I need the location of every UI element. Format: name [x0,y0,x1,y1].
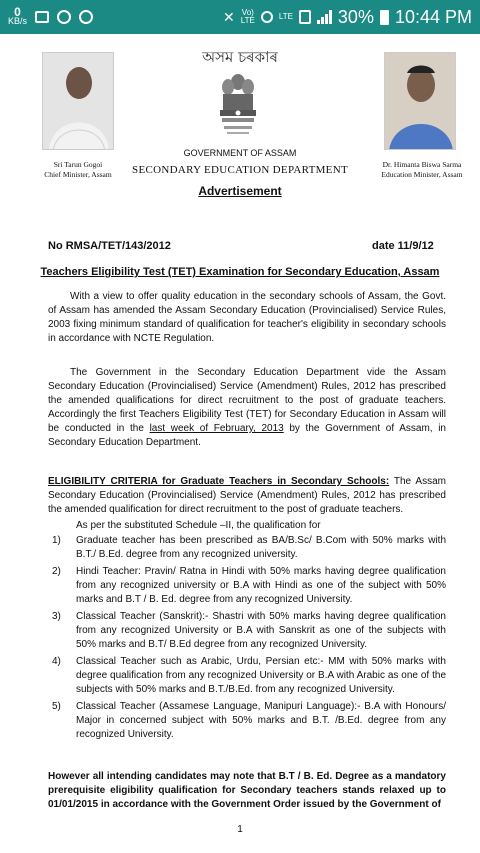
status-left [8,5,93,26]
paragraph-tet [48,366,446,450]
lte-indicator [279,13,293,21]
list-item-text: Hindi Teacher: Pravin/ Ratna in Hindi with 50% marks having degree qualification from any recognized university or B.A with Hindi as one of the subject with 50% marks and B.T / B. Ed. degree from any recognized University. [76,566,446,605]
battery-icon [380,10,389,25]
list-item [52,655,446,697]
education-minister-photo [384,52,456,150]
document-page[interactable] [0,34,480,853]
national-emblem-icon [215,68,261,144]
signal-strength-icon [317,10,332,24]
exam-timing: last week of February, 2013 [149,423,284,434]
lte-label-1: LTE [240,16,255,25]
schedule-intro: As per the substituted Schedule –II, the qualification for [76,520,321,531]
advertisement-title: Advertisement [198,184,282,198]
chief-minister-portrait [43,53,114,150]
eligibility-text: The Assam Secondary Education (Provincialised) Service (Amendment) Rules, 2012 has prescribed the amended qualification for direct recruitment to the post of graduate teachers. [48,476,446,515]
chief-minister-caption [28,160,128,180]
list-item-text: Classical Teacher (Assamese Language, Manipuri Language):- B.A with Honours/ Major in concerned subject with 50% marks and B.T. /B.Ed. degree from any recognized University. [76,701,446,740]
list-item-number: 2) [52,566,61,577]
paragraph-tet-start: The Government in the Secondary Education Department vide the Assam Secondary Education (Provincialised) Service (Amendment) Rules, 2012 has prescribed the amended qualifications for direct recruitment to the post of graduate teachers. Accordingly the first Teachers Eligibility Test (TET) for Secondary Education in Assam will be conducted in the [48,367,446,434]
list-item-text: Classical Teacher (Sanskrit):- Shastri with 50% marks having degree qualification from any recognized University or B.A with Sanskrit as one of the subjects with 50% marks and B.T/ B.Ed degree from any recognized University. [76,611,446,650]
paragraph-intro: With a view to offer quality education in the secondary schools of Assam, the Govt. of Assam has amended the Assam Secondary Education (Provincialised) Service Rules, 2003 fixing minimum standard of qualification for teacher's eligibility in secondary schools in accordance with NCTE Regulation. [48,291,446,344]
network-speed-unit: KB/s [8,16,28,26]
status-right [223,7,472,28]
document-date: date 11/9/12 [372,240,434,252]
relaxation-note: However all intending candidates may note that B.T / B. Ed. Degree as a mandatory prerequisite eligibility qualification for Secondary teachers stands relaxed up to 01/01/2015 in accordance with the Government Order issued by the Government of [48,771,446,810]
list-item-text: Classical Teacher such as Arabic, Urdu, Persian etc:- MM with 50% marks with degree qualification from any recognized University or B.A with Arabic as one of the subjects with 50% marks and B.T./B.Ed. from any recognized University. [76,656,446,695]
list-item [52,610,446,652]
list-item-number: 5) [52,701,61,712]
reference-number: No RMSA/TET/143/2012 [48,240,171,252]
status-bar [0,0,480,34]
list-item [52,534,446,562]
network-speed-value: 0 [14,5,21,19]
eligibility-heading: ELIGIBILITY CRITERIA for Graduate Teachers in Secondary Schools: [48,476,390,487]
list-item [52,565,446,607]
government-label: GOVERNMENT OF ASSAM [183,148,297,158]
education-minister-title: Education Minister, Assam [381,170,463,179]
list-item [52,700,446,742]
settings-notification-icon [79,10,93,24]
eligibility-paragraph [48,475,446,517]
page-number: 1 [237,824,243,835]
list-item-number: 1) [52,535,61,546]
qualification-list [52,534,446,745]
document-heading: Teachers Eligibility Test (TET) Examination for Secondary Education, Assam [40,266,440,278]
education-minister-portrait [385,53,456,150]
clock: 10:44 PM [394,6,472,27]
list-item-number: 4) [52,656,61,667]
volte-label: Vo) [241,8,254,17]
hotspot-icon [261,11,273,23]
signal-sim1-icon [299,10,311,24]
gallery-notification-icon [35,11,49,23]
list-item-number: 3) [52,611,61,622]
education-minister-name: Dr. Himanta Biswa Sarma [382,160,462,169]
education-minister-caption [372,160,472,180]
lte-label-2: LTE [278,12,293,21]
mute-icon: ✕ [223,8,235,25]
chief-minister-name: Sri Tarun Gogoi [53,160,103,169]
department-label: SECONDARY EDUCATION DEPARTMENT [132,164,348,176]
network-speed [8,5,28,26]
messenger-notification-icon [57,10,71,24]
assamese-title: অসম চৰকাৰ [202,48,278,66]
chief-minister-title: Chief Minister, Assam [44,170,112,179]
chief-minister-photo [42,52,114,150]
volte-indicator [241,9,255,25]
paragraph-tet-end: by the Government of Assam, in Secondary Education Department. [48,423,446,448]
battery-percent: 30% [337,6,374,27]
list-item-text: Graduate teacher has been prescribed as BA/B.Sc/ B.Com with 50% marks with B.T./ B.Ed. degree from any recognized university. [76,535,446,560]
